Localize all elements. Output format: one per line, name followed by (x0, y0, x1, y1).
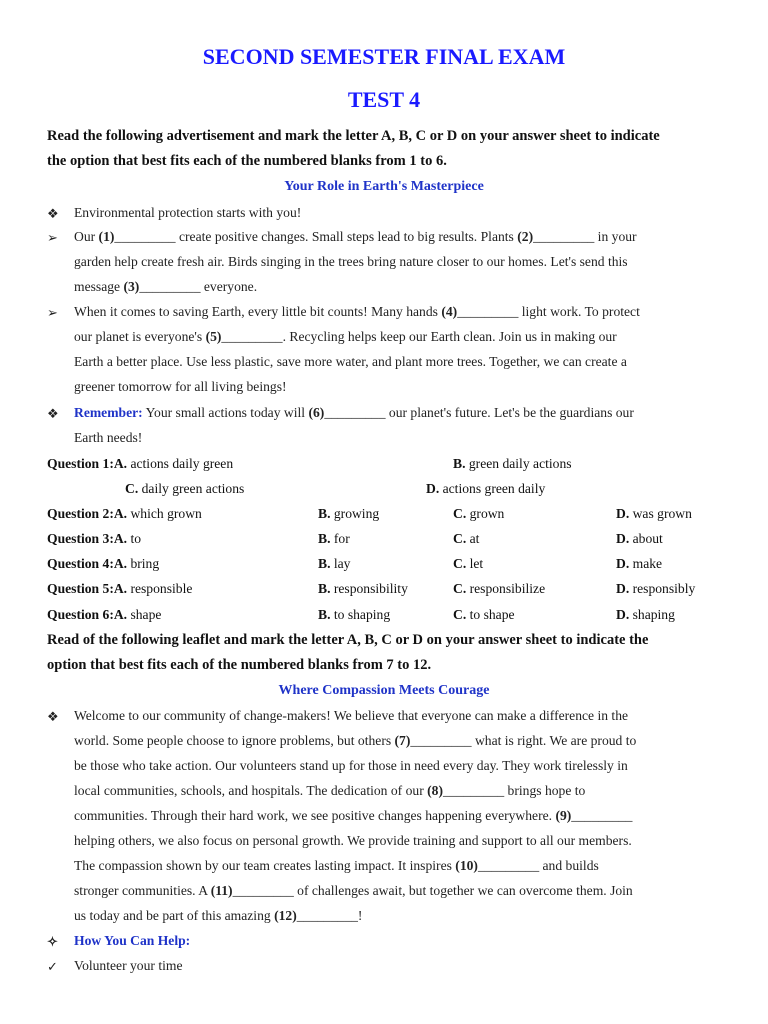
exam-title: SECOND SEMESTER FINAL EXAM (202, 44, 566, 69)
diamond-bullet-icon: ❖ (47, 709, 59, 724)
question-5-option-b: B. responsibility (318, 581, 408, 596)
instruction-1-line-1: Read the following advertisement and mark the letter A, B, C or D on your answer sheet to indicate (47, 128, 660, 144)
diamond-bullet-icon: ❖ (47, 406, 59, 421)
passage-line: be those who take action. Our volunteers stand up for those in need every day. They work tirelessly in (74, 758, 628, 773)
question-4-option-a: Question 4:A. bring (47, 556, 160, 571)
blank-8: (8) (427, 783, 443, 798)
question-1-option-b: B. green daily actions (453, 456, 572, 471)
blank-1: (1) (98, 229, 115, 244)
blank-5: (5) (205, 329, 222, 344)
question-1-option-a: Question 1:A. actions daily green (47, 456, 234, 471)
question-4-option-d: D. make (616, 556, 663, 571)
passage-line: our planet is everyone's (5)_________. Recycling helps keep our Earth clean. Join us in making our (74, 329, 617, 344)
passage-line: message (3)_________ everyone. (74, 279, 258, 294)
blank-9: (9) (555, 808, 572, 823)
blank-7: (7) (394, 733, 411, 748)
question-2-option-c: C. grown (453, 506, 505, 521)
check-icon: ✓ (47, 959, 58, 974)
question-1-option-c: C. daily green actions (125, 481, 245, 496)
question-5-option-d: D. responsibly (616, 581, 696, 596)
remember-label: Remember: (74, 405, 143, 420)
blank-6: (6) (308, 405, 325, 420)
blank-2: (2) (517, 229, 534, 244)
question-2-option-d: D. was grown (616, 506, 692, 521)
blank-11: (11) (210, 883, 233, 898)
arrow-bullet-icon: ➢ (47, 305, 58, 320)
blank-12: (12) (274, 908, 297, 923)
question-6-option-b: B. to shaping (318, 607, 391, 622)
hollow-diamond-icon: ✧ (47, 934, 58, 949)
remember-line: Remember: Your small actions today will (6)_________ our planet's future. Let's be the guardians our (74, 405, 634, 420)
passage-line: Our (1)_________ create positive changes. Small steps lead to big results. Plants (2)_________ in your (74, 229, 637, 244)
passage-line: stronger communities. A (11)_________ of challenges await, but together we can overcome them. Join (74, 883, 633, 898)
passage-line: When it comes to saving Earth, every little bit counts! Many hands (4)_________ light work. To protect (74, 304, 640, 319)
question-4-option-c: C. let (453, 556, 484, 571)
diamond-bullet-icon: ❖ (47, 206, 59, 221)
question-3-option-b: B. for (318, 531, 350, 546)
question-6-option-c: C. to shape (453, 607, 515, 622)
passage-line: local communities, schools, and hospitals. The dedication of our (8)_________ brings hope to (74, 783, 586, 798)
question-4-option-b: B. lay (318, 556, 351, 571)
question-3-option-a: Question 3:A. to (47, 531, 142, 546)
question-2-option-a: Question 2:A. which grown (47, 506, 202, 521)
passage-line: communities. Through their hard work, we see positive changes happening everywhere. (9)_________ (74, 808, 633, 823)
blank-4: (4) (441, 304, 458, 319)
passage-line: garden help create fresh air. Birds singing in the trees bring nature closer to our homes. Let's send this (74, 254, 628, 269)
passage-line: world. Some people choose to ignore problems, but others (7)_________ what is right. We are proud to (74, 733, 637, 748)
help-item: Volunteer your time (74, 958, 183, 973)
question-5-option-a: Question 5:A. responsible (47, 581, 193, 596)
question-6-option-a: Question 6:A. shape (47, 607, 162, 622)
help-heading: How You Can Help: (74, 933, 191, 948)
question-6-option-d: D. shaping (616, 607, 675, 622)
bullet-environment: Environmental protection starts with you! (74, 205, 302, 220)
instruction-1-line-2: the option that best fits each of the numbered blanks from 1 to 6. (47, 153, 447, 169)
remember-line-2: Earth needs! (74, 430, 143, 445)
blank-3: (3) (123, 279, 140, 294)
passage-line: Earth a better place. Use less plastic, save more water, and plant more trees. Together, we can create a (74, 354, 627, 369)
section-2-heading: Where Compassion Meets Courage (278, 683, 490, 698)
instruction-2-line-2: option that best fits each of the numbered blanks from 7 to 12. (47, 657, 432, 673)
passage-line: Welcome to our community of change-makers! We believe that everyone can make a difference in the (74, 708, 629, 723)
passage-line: us today and be part of this amazing (12)_________! (74, 908, 363, 923)
question-3-option-c: C. at (453, 531, 480, 546)
test-number: TEST 4 (347, 87, 421, 112)
passage-line: greener tomorrow for all living beings! (74, 379, 287, 394)
question-3-option-d: D. about (616, 531, 663, 546)
blank-10: (10) (455, 858, 478, 873)
instruction-2-line-1: Read of the following leaflet and mark the letter A, B, C or D on your answer sheet to indicate the (47, 632, 649, 648)
section-1-heading: Your Role in Earth's Masterpiece (284, 179, 484, 194)
arrow-bullet-icon: ➢ (47, 230, 58, 245)
question-5-option-c: C. responsibilize (453, 581, 546, 596)
question-1-option-d: D. actions green daily (426, 481, 546, 496)
question-2-option-b: B. growing (318, 506, 380, 521)
passage-line: The compassion shown by our team creates lasting impact. It inspires (10)_________ and builds (74, 858, 599, 873)
passage-line: helping others, we also focus on personal growth. We provide training and support to all our members. (74, 833, 632, 848)
